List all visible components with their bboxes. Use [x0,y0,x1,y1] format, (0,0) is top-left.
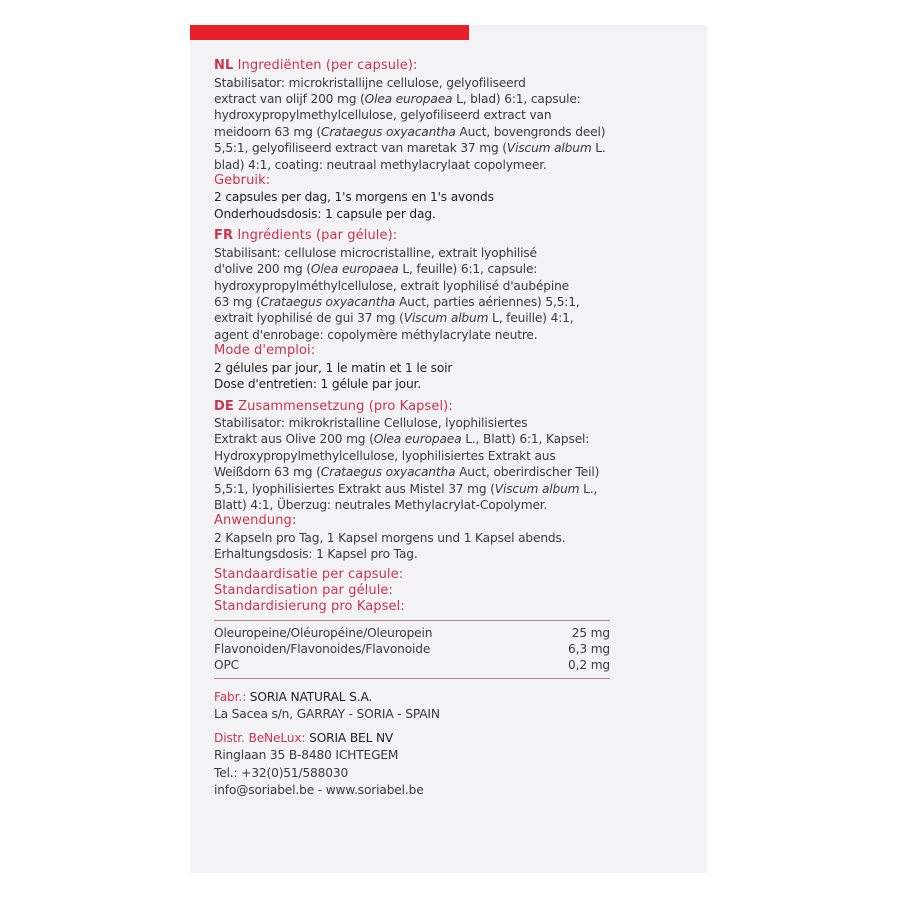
latin-name: Olea europaea [310,262,399,277]
ingredient-line [214,448,694,464]
ingredient-line [214,157,694,173]
ingredient-line [214,497,694,513]
ingredient-text: meidoorn 63 mg ( [214,124,322,139]
ingredient-text: extrait lyophilisé de gui 37 mg ( [214,311,404,326]
de-heading-text: Zusammensetzung (pro Kapsel): [233,398,453,414]
ingredient-text: Blatt) 4:1, Überzug: neutrales Methylacrylat-Copolymer. [214,498,548,513]
latin-name: Viscum album [506,141,592,156]
accent-bar [190,25,469,40]
ingredient-line [214,91,694,107]
de-usage-heading: Anwendung: [214,513,297,529]
latin-name: Viscum album [494,481,580,496]
ingredient-line [214,245,694,261]
manufacturer-address: La Sacea s/n, GARRAY - SORIA - SPAIN [214,707,440,722]
ingredient-line [214,278,694,294]
ingredient-text: 63 mg ( [214,294,261,309]
latin-name: Crataegus oxyacantha [321,124,456,139]
ingredient-line [214,140,694,156]
ingredient-text: L, blad) 6:1, capsule: [452,91,581,106]
distributor-label: Distr. BeNeLux: [214,730,306,745]
standardisation-heading-de: Standardisierung pro Kapsel: [214,598,405,614]
latin-name: Crataegus oxyacantha [260,294,396,309]
compound-name: OPC [214,657,240,672]
distributor-address: Ringlaan 35 B-8480 ICHTEGEM [214,748,399,763]
ingredient-text: 5,5:1, lyophilisiertes Extrakt aus Mistel 37 mg ( [214,481,495,496]
ingredient-text: L., Blatt) 6:1, Kapsel: [461,432,590,447]
de-ingredients-heading [214,399,694,416]
manufacturer-line [214,689,694,707]
ingredient-line [214,294,694,310]
latin-name: Viscum album [403,311,489,326]
distributor-phone: Tel.: +32(0)51/588030 [214,765,349,780]
ingredient-text: Auct, oberirdischer Teil) [455,465,600,480]
latin-name: Olea europaea [373,432,462,447]
nl-usage-line-1: 2 capsules per dag, 1's morgens en 1's avonds [214,190,494,205]
nl-ingredients-heading [214,58,694,75]
fr-ingredients-heading [214,228,694,245]
fr-usage-heading: Mode d'emploi: [214,343,316,359]
nl-ingredients [214,75,694,173]
ingredient-line [214,481,694,497]
ingredient-text: 5,5:1, gelyofiliseerd extract van maretak 37 mg ( [214,141,507,156]
manufacturer-name: SORIA NATURAL S.A. [246,689,373,704]
distributor-name: SORIA BEL NV [305,730,394,745]
ingredient-text: Auct, parties aériennes) 5,5:1, [395,294,580,309]
nl-heading-text: Ingrediënten (per capsule): [233,58,418,73]
ingredient-text: hydroxypropylmethylcellulose, gelyofiliseerd extract van [214,108,552,123]
ingredient-line [214,327,694,343]
ingredient-text: hydroxypropylméthylcellulose, extrait lyophilisé d'aubépine [214,278,569,293]
ingredient-text: L, feuille) 4:1, [488,311,574,326]
compound-value: 0,2 mg [568,657,610,672]
ingredient-line [214,261,694,277]
ingredient-text: Stabilisator: mikrokristalline Cellulose, lyophilisiertes [214,416,528,430]
compound-name: Flavonoiden/Flavonoides/Flavonoide [214,641,431,656]
ingredient-line [214,310,694,326]
manufacturer-block [214,689,694,800]
ingredient-line [214,124,694,140]
de-code: DE [214,398,234,414]
table-row [214,641,610,657]
compound-name: Oleuropeine/Oléuropéine/Oleuropein [214,625,433,640]
ingredient-text: extract van olijf 200 mg ( [214,91,365,106]
manufacturer-label: Fabr.: [214,689,247,704]
nl-code: NL [214,58,234,73]
fr-code: FR [214,228,234,244]
ingredient-line [214,464,694,480]
distributor-line [214,730,694,748]
ingredient-text: Stabilisant: cellulose microcristalline, extrait lyophilisé [214,245,537,260]
nl-usage-line-2: Onderhoudsdosis: 1 capsule per dag. [214,206,436,221]
ingredient-line [214,107,694,123]
ingredient-line [214,431,694,447]
de-usage-line-2: Erhaltungsdosis: 1 Kapsel pro Tag. [214,547,418,562]
ingredient-text: agent d'enrobage: copolymère méthylacrylate neutre. [214,327,538,342]
nl-usage-heading: Gebruik: [214,172,271,188]
ingredient-text: d'olive 200 mg ( [214,262,311,277]
standardisation-table [214,620,610,679]
fr-usage-line-2: Dose d'entretien: 1 gélule par jour. [214,377,422,392]
label-card [190,25,707,873]
ingredient-text: blad) 4:1, coating: neutraal methylacrylaat copolymeer. [214,157,547,172]
fr-heading-text: Ingrédients (par gélule): [233,228,398,244]
label-content [214,58,694,800]
compound-value: 25 mg [571,625,610,640]
standardisation-heading-fr: Standardisation par gélule: [214,582,394,598]
ingredient-text: L., [579,481,598,496]
de-usage-line-1: 2 Kapseln pro Tag, 1 Kapsel morgens und 1 Kapsel abends. [214,530,566,545]
ingredient-text: Auct, bovengronds deel) [455,124,606,139]
latin-name: Crataegus oxyacantha [320,465,456,480]
ingredient-line [214,415,694,431]
fr-ingredients [214,245,694,343]
table-row [214,657,610,673]
ingredient-text: L. [591,141,606,156]
standardisation-heading-nl: Standaardisatie per capsule: [214,566,404,582]
ingredient-text: Stabilisator: microkristallijne cellulose, gelyofiliseerd [214,75,526,90]
ingredient-text: L, feuille) 6:1, capsule: [398,262,538,277]
latin-name: Olea europaea [364,91,453,106]
table-row [214,625,610,641]
fr-usage-line-1: 2 gélules par jour, 1 le matin et 1 le soir [214,360,453,375]
compound-value: 6,3 mg [568,641,610,656]
ingredient-text: Hydroxypropylmethylcellulose, lyophilisiertes Extrakt aus [214,448,556,463]
distributor-contact: info@soriabel.be - www.soriabel.be [214,783,424,798]
standardisation-headings [214,567,694,615]
ingredient-text: Weißdorn 63 mg ( [214,465,321,480]
de-ingredients [214,415,694,513]
ingredient-line [214,75,694,91]
ingredient-text: Extrakt aus Olive 200 mg ( [214,432,374,447]
